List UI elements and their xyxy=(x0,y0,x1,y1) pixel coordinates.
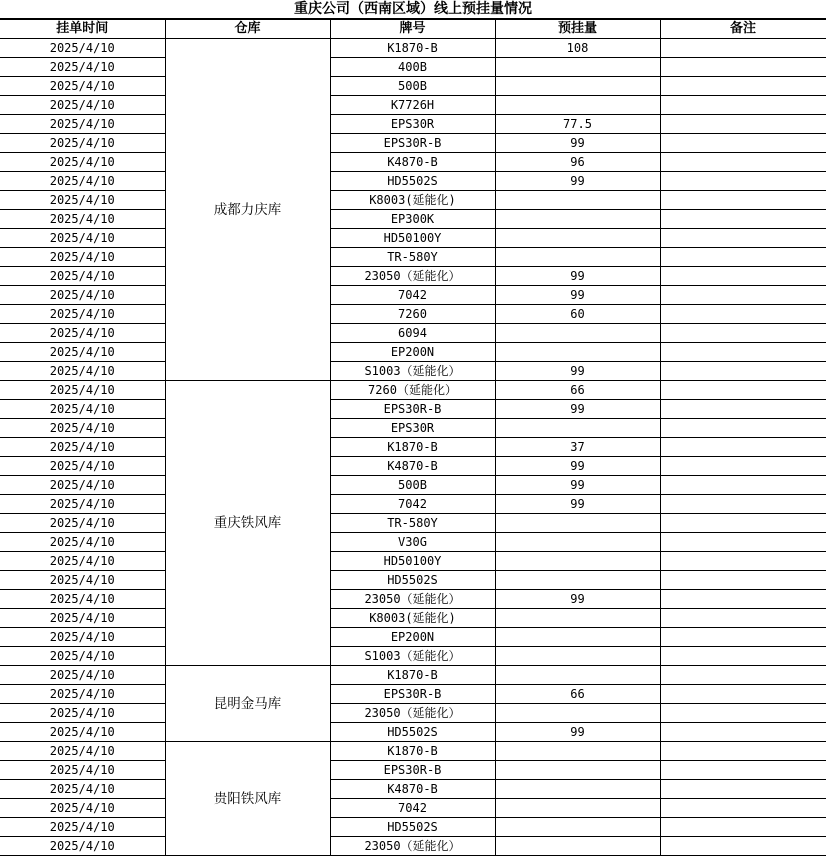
cell-pre-listing-qty[interactable] xyxy=(495,799,660,818)
cell-remarks[interactable] xyxy=(660,58,826,77)
cell-brand[interactable]: 23050（延能化） xyxy=(330,267,495,286)
table-row xyxy=(0,628,826,647)
cell-pre-listing-qty[interactable] xyxy=(495,571,660,590)
cell-brand[interactable]: 7042 xyxy=(330,799,495,818)
cell-pre-listing-qty[interactable]: 99 xyxy=(495,590,660,609)
cell-remarks[interactable] xyxy=(660,571,826,590)
cell-pre-listing-qty[interactable] xyxy=(495,628,660,647)
cell-listing-time[interactable]: 2025/4/10 xyxy=(0,96,165,115)
table-row xyxy=(0,362,826,381)
cell-remarks[interactable] xyxy=(660,96,826,115)
cell-brand[interactable]: K1870-B xyxy=(330,742,495,761)
table-row xyxy=(0,39,826,58)
table-row xyxy=(0,590,826,609)
cell-pre-listing-qty[interactable]: 99 xyxy=(495,286,660,305)
table-row xyxy=(0,438,826,457)
cell-pre-listing-qty[interactable] xyxy=(495,77,660,96)
cell-listing-time[interactable]: 2025/4/10 xyxy=(0,780,165,799)
cell-listing-time[interactable]: 2025/4/10 xyxy=(0,438,165,457)
cell-remarks[interactable] xyxy=(660,514,826,533)
cell-listing-time[interactable]: 2025/4/10 xyxy=(0,761,165,780)
cell-remarks[interactable] xyxy=(660,400,826,419)
cell-remarks[interactable] xyxy=(660,267,826,286)
cell-brand[interactable]: HD5502S xyxy=(330,172,495,191)
table-row xyxy=(0,419,826,438)
cell-listing-time[interactable]: 2025/4/10 xyxy=(0,248,165,267)
cell-remarks[interactable] xyxy=(660,438,826,457)
table-row xyxy=(0,457,826,476)
header-warehouse[interactable]: 仓库 xyxy=(165,20,330,39)
cell-pre-listing-qty[interactable] xyxy=(495,419,660,438)
cell-remarks[interactable] xyxy=(660,552,826,571)
table-row xyxy=(0,343,826,362)
cell-brand[interactable]: 23050（延能化） xyxy=(330,590,495,609)
table-row xyxy=(0,229,826,248)
cell-brand[interactable]: EPS30R-B xyxy=(330,761,495,780)
table-row xyxy=(0,77,826,96)
cell-listing-time[interactable]: 2025/4/10 xyxy=(0,666,165,685)
cell-brand[interactable]: 23050（延能化） xyxy=(330,704,495,723)
cell-pre-listing-qty[interactable] xyxy=(495,210,660,229)
cell-remarks[interactable] xyxy=(660,419,826,438)
cell-pre-listing-qty[interactable]: 66 xyxy=(495,685,660,704)
cell-listing-time[interactable]: 2025/4/10 xyxy=(0,191,165,210)
table-row xyxy=(0,286,826,305)
cell-remarks[interactable] xyxy=(660,115,826,134)
cell-listing-time[interactable]: 2025/4/10 xyxy=(0,362,165,381)
cell-brand[interactable]: S1003（延能化） xyxy=(330,362,495,381)
cell-remarks[interactable] xyxy=(660,723,826,742)
cell-pre-listing-qty[interactable]: 60 xyxy=(495,305,660,324)
cell-pre-listing-qty[interactable] xyxy=(495,780,660,799)
cell-pre-listing-qty[interactable]: 108 xyxy=(495,39,660,58)
cell-remarks[interactable] xyxy=(660,77,826,96)
table-row xyxy=(0,685,826,704)
cell-brand[interactable]: EPS30R xyxy=(330,115,495,134)
cell-listing-time[interactable]: 2025/4/10 xyxy=(0,172,165,191)
table-row xyxy=(0,647,826,666)
table-row xyxy=(0,609,826,628)
cell-brand[interactable]: 500B xyxy=(330,77,495,96)
table-row xyxy=(0,324,826,343)
cell-brand[interactable]: EP200N xyxy=(330,343,495,362)
cell-listing-time[interactable]: 2025/4/10 xyxy=(0,628,165,647)
header-brand[interactable]: 牌号 xyxy=(330,20,495,39)
cell-warehouse[interactable]: 昆明金马库 xyxy=(165,666,330,742)
header-listing-time[interactable]: 挂单时间 xyxy=(0,20,165,39)
cell-listing-time[interactable]: 2025/4/10 xyxy=(0,837,165,856)
cell-remarks[interactable] xyxy=(660,39,826,58)
table-row xyxy=(0,153,826,172)
cell-listing-time[interactable]: 2025/4/10 xyxy=(0,400,165,419)
table-row xyxy=(0,761,826,780)
cell-brand[interactable]: 23050（延能化） xyxy=(330,837,495,856)
header-row xyxy=(0,20,826,39)
cell-pre-listing-qty[interactable]: 99 xyxy=(495,400,660,419)
cell-listing-time[interactable]: 2025/4/10 xyxy=(0,229,165,248)
cell-remarks[interactable] xyxy=(660,704,826,723)
cell-remarks[interactable] xyxy=(660,476,826,495)
cell-remarks[interactable] xyxy=(660,381,826,400)
cell-brand[interactable]: TR-580Y xyxy=(330,248,495,267)
cell-pre-listing-qty[interactable]: 37 xyxy=(495,438,660,457)
cell-brand[interactable]: HD50100Y xyxy=(330,552,495,571)
cell-remarks[interactable] xyxy=(660,457,826,476)
cell-remarks[interactable] xyxy=(660,742,826,761)
cell-brand[interactable]: K1870-B xyxy=(330,666,495,685)
cell-brand[interactable]: 7260 xyxy=(330,305,495,324)
cell-listing-time[interactable]: 2025/4/10 xyxy=(0,267,165,286)
cell-listing-time[interactable]: 2025/4/10 xyxy=(0,609,165,628)
cell-listing-time[interactable]: 2025/4/10 xyxy=(0,343,165,362)
cell-listing-time[interactable]: 2025/4/10 xyxy=(0,476,165,495)
cell-listing-time[interactable]: 2025/4/10 xyxy=(0,286,165,305)
table-row xyxy=(0,495,826,514)
cell-listing-time[interactable]: 2025/4/10 xyxy=(0,457,165,476)
cell-pre-listing-qty[interactable] xyxy=(495,818,660,837)
cell-brand[interactable]: K8003(延能化) xyxy=(330,609,495,628)
cell-warehouse[interactable]: 成都力庆库 xyxy=(165,39,330,381)
cell-brand[interactable]: K4870-B xyxy=(330,780,495,799)
cell-pre-listing-qty[interactable] xyxy=(495,647,660,666)
cell-pre-listing-qty[interactable]: 99 xyxy=(495,457,660,476)
table-row xyxy=(0,552,826,571)
sheet-title: 重庆公司（西南区域）线上预挂量情况 xyxy=(0,0,826,19)
cell-brand[interactable]: TR-580Y xyxy=(330,514,495,533)
cell-remarks[interactable] xyxy=(660,229,826,248)
table-row xyxy=(0,58,826,77)
cell-pre-listing-qty[interactable]: 99 xyxy=(495,134,660,153)
cell-remarks[interactable] xyxy=(660,153,826,172)
table-body xyxy=(0,39,826,856)
table-row xyxy=(0,172,826,191)
table-row xyxy=(0,476,826,495)
cell-pre-listing-qty[interactable] xyxy=(495,514,660,533)
table-row xyxy=(0,780,826,799)
cell-remarks[interactable] xyxy=(660,818,826,837)
cell-brand[interactable]: 6094 xyxy=(330,324,495,343)
cell-brand[interactable]: EPS30R-B xyxy=(330,685,495,704)
cell-remarks[interactable] xyxy=(660,305,826,324)
cell-pre-listing-qty[interactable] xyxy=(495,533,660,552)
cell-listing-time[interactable]: 2025/4/10 xyxy=(0,210,165,229)
cell-remarks[interactable] xyxy=(660,362,826,381)
cell-listing-time[interactable]: 2025/4/10 xyxy=(0,723,165,742)
table-row xyxy=(0,248,826,267)
cell-warehouse[interactable]: 贵阳铁风库 xyxy=(165,742,330,856)
cell-remarks[interactable] xyxy=(660,799,826,818)
cell-remarks[interactable] xyxy=(660,248,826,267)
cell-listing-time[interactable]: 2025/4/10 xyxy=(0,742,165,761)
cell-remarks[interactable] xyxy=(660,609,826,628)
cell-brand[interactable]: HD50100Y xyxy=(330,229,495,248)
cell-listing-time[interactable]: 2025/4/10 xyxy=(0,381,165,400)
cell-listing-time[interactable]: 2025/4/10 xyxy=(0,305,165,324)
cell-pre-listing-qty[interactable] xyxy=(495,609,660,628)
cell-remarks[interactable] xyxy=(660,647,826,666)
cell-pre-listing-qty[interactable] xyxy=(495,837,660,856)
table-row xyxy=(0,191,826,210)
cell-pre-listing-qty[interactable]: 99 xyxy=(495,476,660,495)
cell-brand[interactable]: 7260（延能化） xyxy=(330,381,495,400)
table-row xyxy=(0,837,826,856)
cell-brand[interactable]: 400B xyxy=(330,58,495,77)
cell-pre-listing-qty[interactable]: 99 xyxy=(495,495,660,514)
cell-brand[interactable]: K1870-B xyxy=(330,438,495,457)
cell-brand[interactable]: K4870-B xyxy=(330,457,495,476)
cell-brand[interactable]: HD5502S xyxy=(330,723,495,742)
cell-pre-listing-qty[interactable]: 66 xyxy=(495,381,660,400)
cell-listing-time[interactable]: 2025/4/10 xyxy=(0,115,165,134)
cell-pre-listing-qty[interactable] xyxy=(495,666,660,685)
cell-brand[interactable]: 500B xyxy=(330,476,495,495)
cell-listing-time[interactable]: 2025/4/10 xyxy=(0,571,165,590)
cell-remarks[interactable] xyxy=(660,495,826,514)
table-row xyxy=(0,742,826,761)
cell-remarks[interactable] xyxy=(660,533,826,552)
table-row xyxy=(0,210,826,229)
cell-remarks[interactable] xyxy=(660,134,826,153)
cell-listing-time[interactable]: 2025/4/10 xyxy=(0,647,165,666)
table-row xyxy=(0,514,826,533)
cell-brand[interactable]: EPS30R-B xyxy=(330,134,495,153)
cell-brand[interactable]: HD5502S xyxy=(330,571,495,590)
cell-pre-listing-qty[interactable] xyxy=(495,324,660,343)
cell-brand[interactable]: EPS30R xyxy=(330,419,495,438)
cell-brand[interactable]: 7042 xyxy=(330,495,495,514)
cell-brand[interactable]: K7726H xyxy=(330,96,495,115)
table-row xyxy=(0,723,826,742)
cell-brand[interactable]: S1003（延能化） xyxy=(330,647,495,666)
table-row xyxy=(0,381,826,400)
cell-remarks[interactable] xyxy=(660,685,826,704)
cell-pre-listing-qty[interactable] xyxy=(495,761,660,780)
cell-pre-listing-qty[interactable]: 96 xyxy=(495,153,660,172)
cell-remarks[interactable] xyxy=(660,210,826,229)
cell-pre-listing-qty[interactable]: 99 xyxy=(495,362,660,381)
table-row xyxy=(0,305,826,324)
header-pre-listing-qty[interactable]: 预挂量 xyxy=(495,20,660,39)
cell-listing-time[interactable]: 2025/4/10 xyxy=(0,704,165,723)
cell-pre-listing-qty[interactable] xyxy=(495,248,660,267)
cell-listing-time[interactable]: 2025/4/10 xyxy=(0,818,165,837)
cell-listing-time[interactable]: 2025/4/10 xyxy=(0,495,165,514)
cell-remarks[interactable] xyxy=(660,761,826,780)
cell-listing-time[interactable]: 2025/4/10 xyxy=(0,324,165,343)
cell-listing-time[interactable]: 2025/4/10 xyxy=(0,134,165,153)
cell-brand[interactable]: 7042 xyxy=(330,286,495,305)
cell-brand[interactable]: V30G xyxy=(330,533,495,552)
cell-warehouse[interactable]: 重庆铁风库 xyxy=(165,381,330,666)
cell-listing-time[interactable]: 2025/4/10 xyxy=(0,590,165,609)
cell-remarks[interactable] xyxy=(660,324,826,343)
cell-pre-listing-qty[interactable] xyxy=(495,742,660,761)
cell-pre-listing-qty[interactable]: 77.5 xyxy=(495,115,660,134)
cell-brand[interactable]: K1870-B xyxy=(330,39,495,58)
cell-pre-listing-qty[interactable] xyxy=(495,58,660,77)
cell-brand[interactable]: K8003(延能化) xyxy=(330,191,495,210)
cell-remarks[interactable] xyxy=(660,666,826,685)
cell-brand[interactable]: EP200N xyxy=(330,628,495,647)
cell-brand[interactable]: HD5502S xyxy=(330,818,495,837)
cell-remarks[interactable] xyxy=(660,590,826,609)
cell-pre-listing-qty[interactable] xyxy=(495,704,660,723)
table-row xyxy=(0,400,826,419)
cell-brand[interactable]: EP300K xyxy=(330,210,495,229)
table-row xyxy=(0,818,826,837)
cell-listing-time[interactable]: 2025/4/10 xyxy=(0,39,165,58)
cell-remarks[interactable] xyxy=(660,628,826,647)
cell-pre-listing-qty[interactable]: 99 xyxy=(495,172,660,191)
cell-pre-listing-qty[interactable] xyxy=(495,191,660,210)
table-row xyxy=(0,533,826,552)
cell-pre-listing-qty[interactable]: 99 xyxy=(495,723,660,742)
header-remarks[interactable]: 备注 xyxy=(660,20,826,39)
cell-listing-time[interactable]: 2025/4/10 xyxy=(0,799,165,818)
cell-listing-time[interactable]: 2025/4/10 xyxy=(0,685,165,704)
table-row xyxy=(0,115,826,134)
cell-listing-time[interactable]: 2025/4/10 xyxy=(0,533,165,552)
table-row xyxy=(0,571,826,590)
cell-listing-time[interactable]: 2025/4/10 xyxy=(0,514,165,533)
table-row xyxy=(0,134,826,153)
cell-listing-time[interactable]: 2025/4/10 xyxy=(0,58,165,77)
cell-remarks[interactable] xyxy=(660,172,826,191)
cell-brand[interactable]: K4870-B xyxy=(330,153,495,172)
cell-listing-time[interactable]: 2025/4/10 xyxy=(0,153,165,172)
cell-remarks[interactable] xyxy=(660,286,826,305)
table-row xyxy=(0,666,826,685)
cell-listing-time[interactable]: 2025/4/10 xyxy=(0,419,165,438)
cell-pre-listing-qty[interactable]: 99 xyxy=(495,267,660,286)
cell-pre-listing-qty[interactable] xyxy=(495,552,660,571)
table-row xyxy=(0,96,826,115)
cell-brand[interactable]: EPS30R-B xyxy=(330,400,495,419)
cell-remarks[interactable] xyxy=(660,837,826,856)
cell-remarks[interactable] xyxy=(660,780,826,799)
table-row xyxy=(0,799,826,818)
pre-listing-table xyxy=(0,19,826,856)
cell-pre-listing-qty[interactable] xyxy=(495,229,660,248)
table-row xyxy=(0,267,826,286)
cell-listing-time[interactable]: 2025/4/10 xyxy=(0,552,165,571)
cell-pre-listing-qty[interactable] xyxy=(495,343,660,362)
cell-remarks[interactable] xyxy=(660,343,826,362)
table-row xyxy=(0,704,826,723)
cell-listing-time[interactable]: 2025/4/10 xyxy=(0,77,165,96)
cell-pre-listing-qty[interactable] xyxy=(495,96,660,115)
cell-remarks[interactable] xyxy=(660,191,826,210)
